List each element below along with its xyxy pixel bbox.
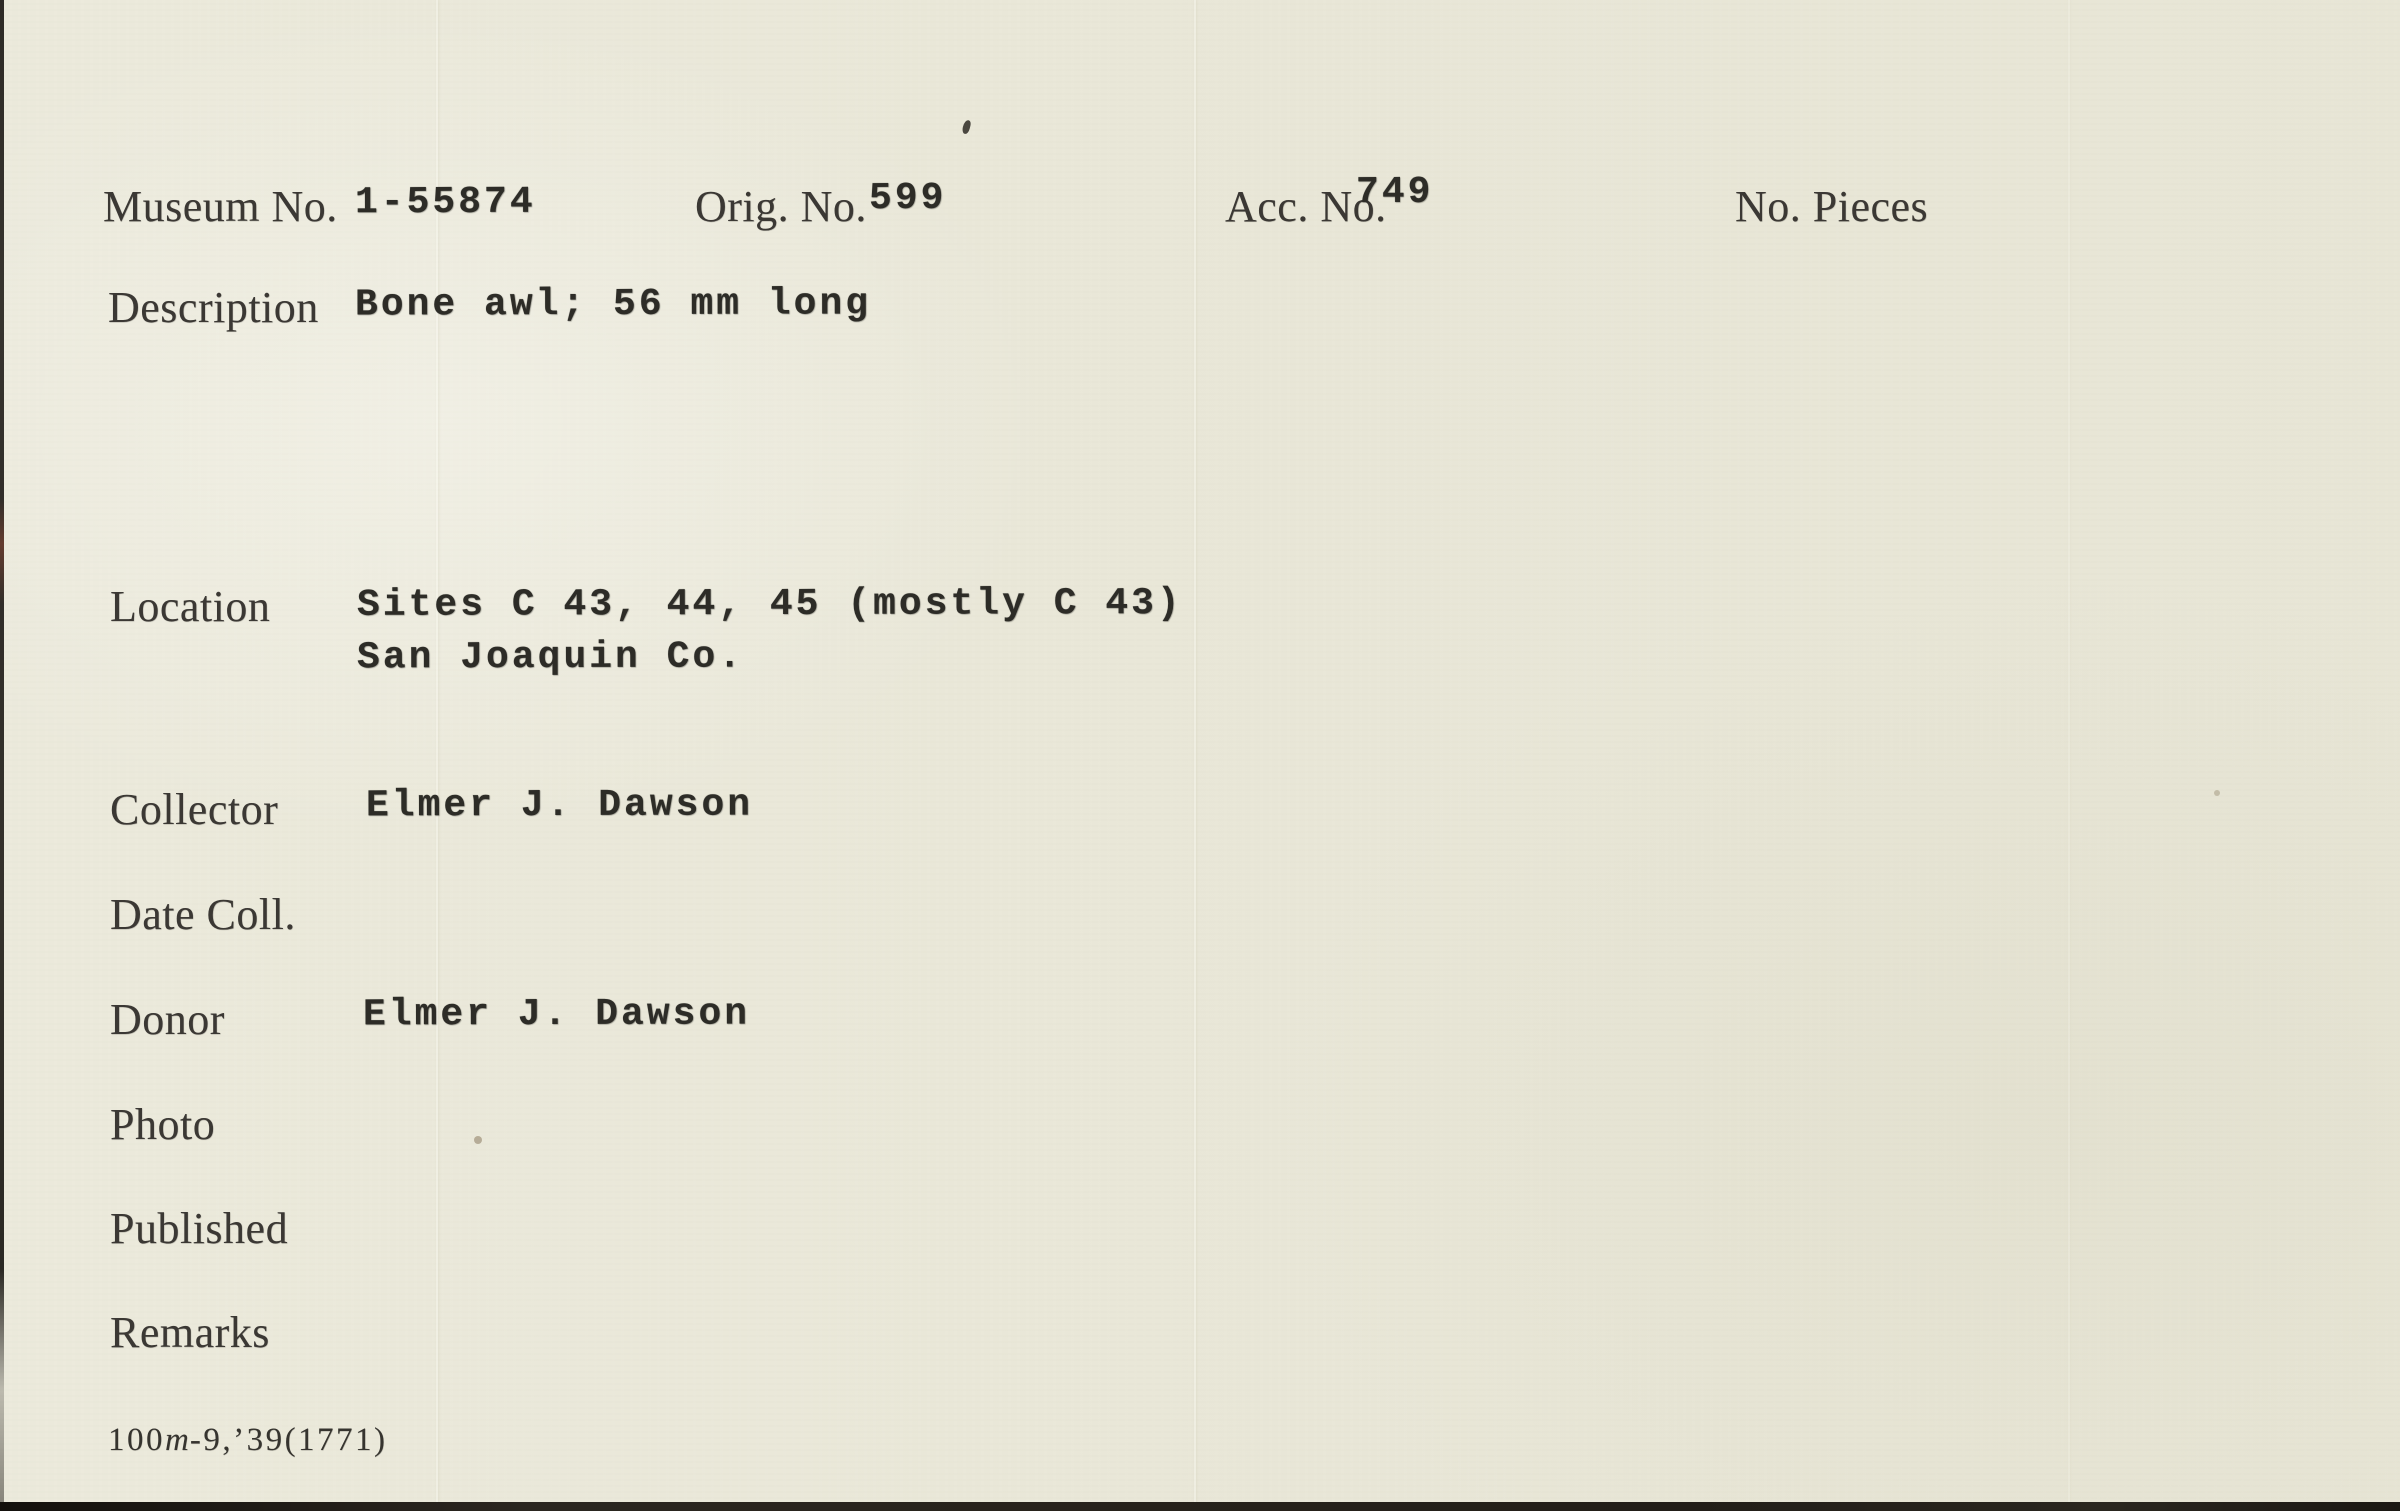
collector-value: Elmer J. Dawson: [365, 783, 754, 828]
orig-no-label: Orig. No.: [695, 182, 867, 231]
no-pieces-label: No. Pieces: [1735, 182, 1929, 231]
paper-speck: [474, 1136, 482, 1144]
scan-edge-bottom: [0, 1502, 2400, 1511]
paper-speck: [2214, 790, 2220, 796]
photo-label: Photo: [110, 1100, 216, 1149]
ink-speck: [961, 119, 971, 134]
collector-label: Collector: [110, 785, 279, 834]
location-value-line1: Sites C 43, 44, 45 (mostly C 43): [356, 582, 1183, 627]
paper-crease-line: [2068, 0, 2070, 1511]
museum-no-label: Museum No.: [103, 182, 338, 231]
scan-edge-left: [0, 0, 4, 1511]
remarks-label: Remarks: [110, 1308, 270, 1357]
paper-crease-line: [1194, 0, 1196, 1511]
location-value-line2: San Joaquin Co.: [356, 635, 745, 680]
donor-value: Elmer J. Dawson: [362, 992, 751, 1037]
acc-no-value: 749: [1355, 170, 1434, 215]
print-code: [108, 1421, 388, 1459]
acc-no-label: Acc. No.: [1225, 182, 1387, 231]
location-label: Location: [110, 582, 271, 631]
description-label: Description: [108, 283, 319, 332]
published-label: Published: [110, 1204, 289, 1253]
date-coll-label: Date Coll.: [110, 890, 296, 939]
print-code-italic-m: m: [165, 1422, 190, 1458]
orig-no-value: 599: [868, 176, 947, 221]
donor-label: Donor: [110, 995, 225, 1044]
print-code-prefix: 100: [108, 1422, 165, 1458]
museum-no-value: 1-55874: [354, 180, 536, 225]
print-code-suffix: -9,’39(1771): [189, 1422, 388, 1458]
description-value: Bone awl; 56 mm long: [354, 282, 872, 327]
